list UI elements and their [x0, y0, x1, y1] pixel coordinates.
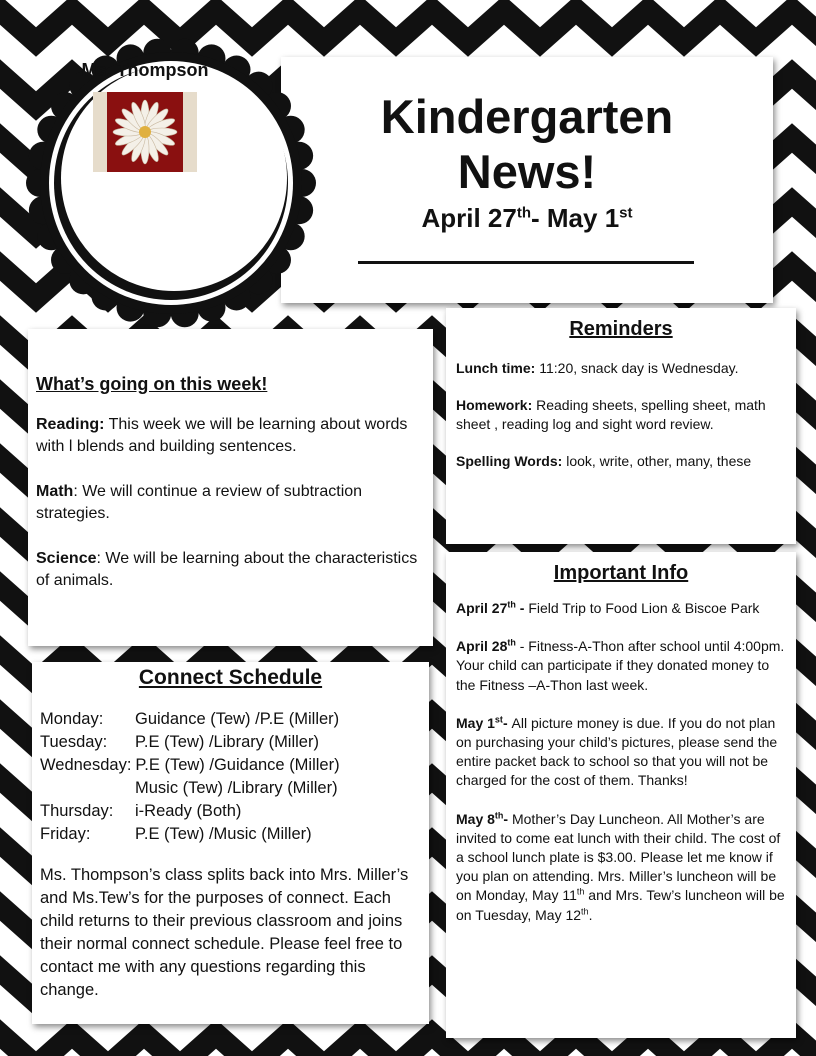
spelling-label: Spelling Words:: [456, 453, 563, 469]
lunch-text: 11:20, snack day is Wednesday.: [535, 360, 739, 376]
info-item-picture-money: [456, 714, 786, 791]
info-text: .: [588, 906, 593, 923]
weekly-learning-panel: [28, 329, 433, 646]
reading-label: Reading:: [36, 416, 105, 433]
info-date-suffix: th: [507, 599, 516, 610]
info-date: April 27: [456, 600, 508, 616]
flower-icon: [107, 92, 183, 172]
title-line-1: Kindergarten: [380, 90, 674, 143]
date-start: April 27: [421, 203, 517, 233]
schedule-value: P.E (Tew) /Music (Miller): [135, 825, 312, 843]
math-label: Math: [36, 483, 74, 500]
science-paragraph: [36, 548, 425, 592]
math-paragraph: [36, 481, 425, 525]
homework-reminder: [456, 396, 786, 434]
important-info-panel: [446, 552, 796, 1038]
info-date-suffix: th: [494, 809, 504, 820]
schedule-value: Music (Tew) /Library (Miller): [135, 779, 338, 797]
weekly-heading: What’s going on this week!: [36, 374, 268, 394]
homework-text: Reading sheets, spelling sheet, math sheet , reading log and sight word review.: [456, 397, 766, 432]
info-date: April 28: [456, 638, 508, 655]
schedule-value: P.E (Tew) /Library (Miller): [135, 733, 319, 751]
flower-background: [107, 92, 183, 172]
homework-label: Homework:: [456, 397, 533, 413]
info-text: and Mrs. Tew’s luncheon will be on Tuesday, May 12: [456, 887, 785, 923]
title-underline: [358, 261, 694, 264]
info-text-suffix: th: [581, 905, 589, 916]
reminders-heading: Reminders: [569, 318, 673, 340]
title-panel: [281, 57, 773, 303]
date-start-suffix: th: [516, 204, 532, 222]
important-info-heading: Important Info: [553, 562, 689, 584]
info-date-suffix: st: [494, 714, 503, 725]
info-item-fitness: [456, 637, 786, 695]
info-text-suffix: th: [576, 886, 585, 897]
schedule-day: Friday:: [40, 825, 91, 843]
science-text: : We will be learning about the characteristics of animals.: [36, 550, 418, 589]
newsletter-title: [281, 89, 773, 199]
reminders-panel: [446, 308, 796, 544]
schedule-heading: Connect Schedule: [138, 666, 323, 689]
schedule-note: Ms. Thompson’s class splits back into Mrs. Miller’s and Ms.Tew’s for the purposes of connect. Each child returns to their previous classroom and joins their normal connect schedule. Please feel free to contact me with any questions regarding this change.: [40, 866, 409, 999]
schedule-row: [40, 800, 421, 823]
info-date: May 8: [456, 810, 495, 827]
info-text: Field Trip to Food Lion & Biscoe Park: [528, 600, 760, 616]
info-text: - Fitness-A-Thon after school until 4:00pm. Your child can participate if they donated money to the Fitness –A-Thon last week.: [456, 638, 785, 693]
reading-paragraph: [36, 414, 425, 458]
date-end-suffix: st: [619, 204, 633, 222]
teacher-badge: [55, 58, 235, 172]
math-text: : We will continue a review of subtraction strategies.: [36, 483, 363, 522]
info-dash: -: [515, 600, 529, 616]
date-end: - May 1: [531, 203, 620, 233]
title-line-2: News!: [457, 145, 597, 198]
spelling-text: look, write, other, many, these: [562, 453, 752, 469]
info-date: May 1: [456, 714, 495, 731]
schedule-row: [40, 754, 421, 777]
schedule-row: [40, 777, 421, 800]
schedule-day: Tuesday:: [40, 733, 108, 751]
info-item-luncheon: [456, 810, 786, 925]
schedule-row: [40, 708, 421, 731]
info-dash: -: [503, 810, 512, 827]
flower-image: [93, 92, 197, 172]
info-dash: -: [502, 714, 512, 731]
schedule-row: [40, 823, 421, 846]
schedule-value: Guidance (Tew) /P.E (Miller): [135, 710, 340, 728]
connect-schedule-panel: [32, 662, 429, 1024]
spelling-reminder: [456, 452, 786, 471]
schedule-day: Thursday:: [40, 802, 114, 820]
schedule-value: i-Ready (Both): [135, 802, 242, 820]
info-date-suffix: th: [507, 637, 516, 648]
info-text: All picture money is due. If you do not plan on purchasing your child’s pictures, please send the entire packet back to school so that you will not be charged for the cost of them. Thanks!: [456, 714, 778, 789]
info-text: Mother’s Day Luncheon. All Mother’s are invited to come eat lunch with their child. The cost of a school lunch plate is $3.00. Please let me know if you plan on attending. Mrs. Miller’s luncheon will be on Monday, May 11: [456, 810, 781, 904]
reading-text: This week we will be learning about words with l blends and building sentences.: [36, 416, 408, 455]
teacher-name: Ms. Thompson: [81, 60, 209, 80]
schedule-day: Wednesday:: [40, 756, 132, 774]
lunch-reminder: [456, 359, 786, 378]
schedule-value: P.E (Tew) /Guidance (Miller): [135, 756, 340, 774]
info-item-field-trip: [456, 599, 786, 618]
schedule-day: Monday:: [40, 710, 104, 728]
date-range: [281, 203, 773, 234]
schedule-row: [40, 731, 421, 754]
lunch-label: Lunch time:: [456, 360, 536, 376]
science-label: Science: [36, 550, 97, 567]
